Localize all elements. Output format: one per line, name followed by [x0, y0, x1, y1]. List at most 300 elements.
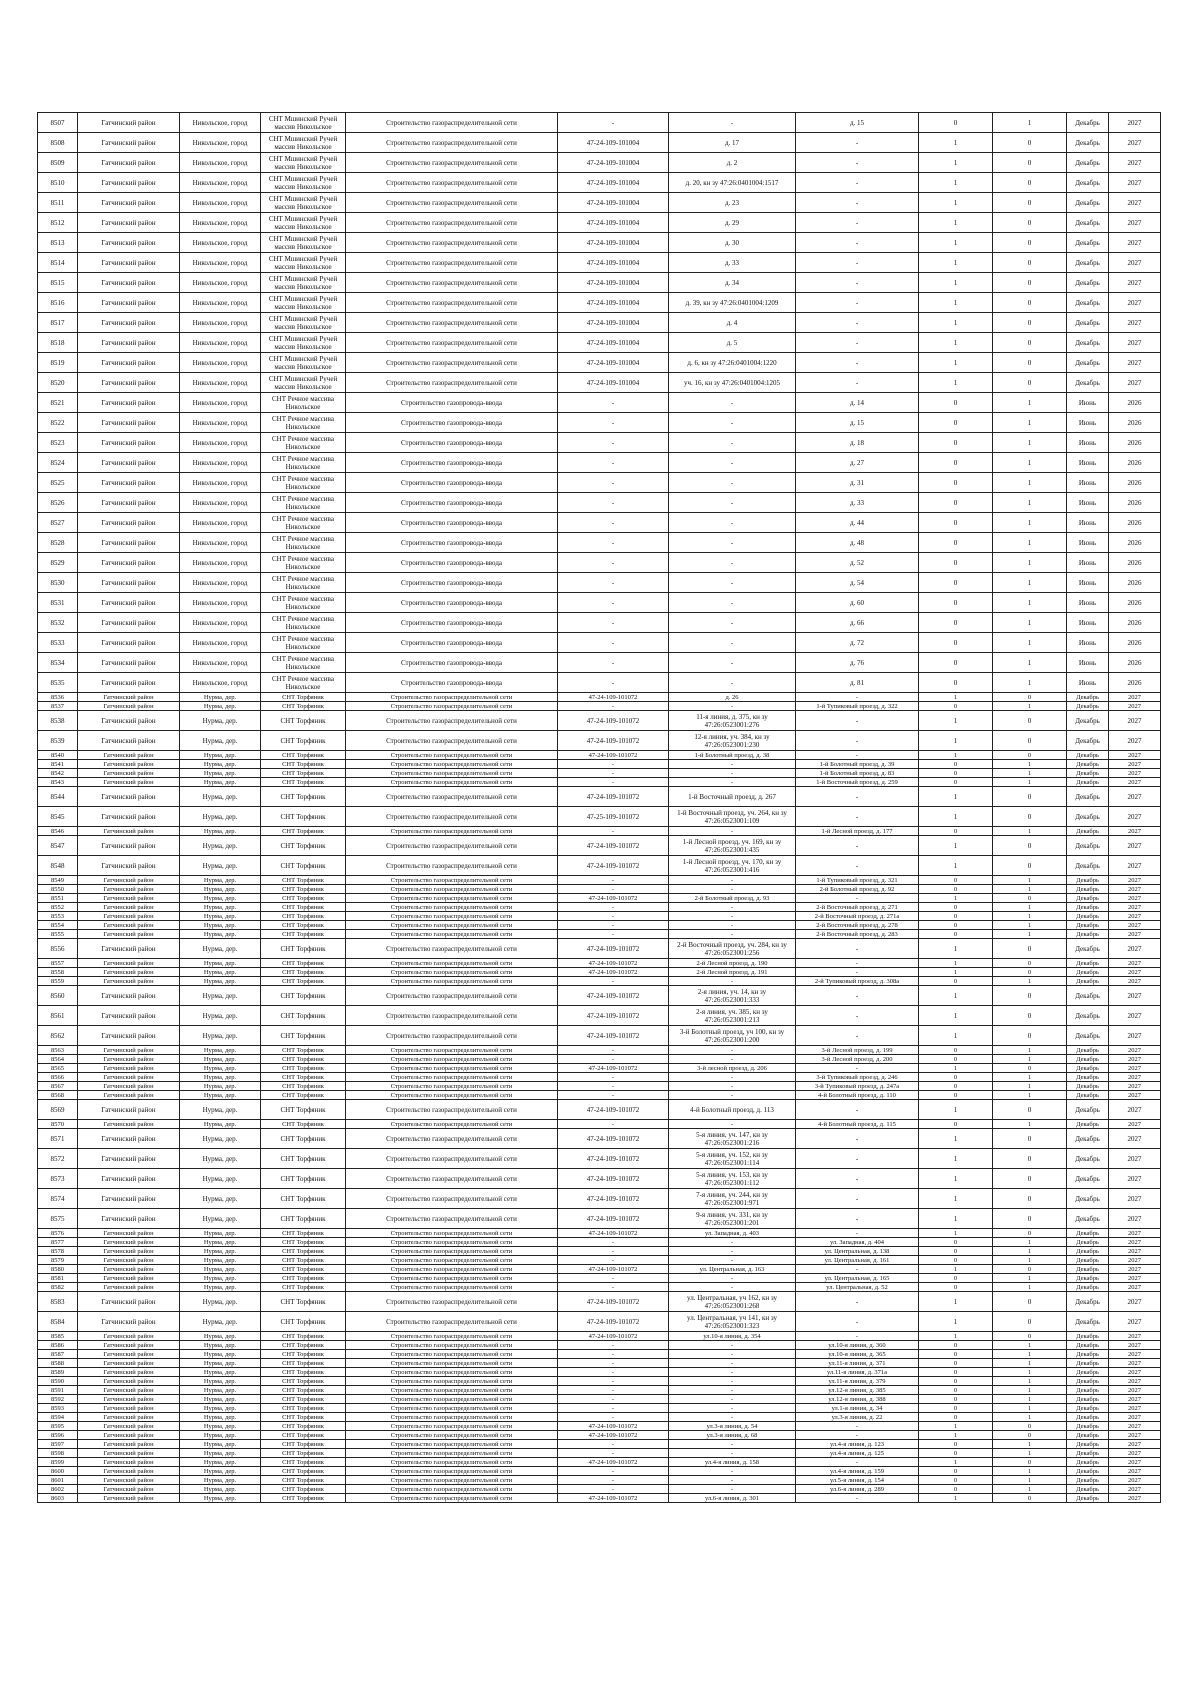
- settlement-cell: Нурма, дер.: [180, 1359, 261, 1368]
- work-type-cell: Строительство газораспределительной сети: [346, 1189, 558, 1209]
- count-b-cell: 1: [993, 633, 1067, 653]
- work-type-cell: Строительство газораспределительной сети: [346, 1129, 558, 1149]
- address-planned-cell: 1-й Тупиковый проезд, д. 322: [796, 702, 919, 711]
- address-connected-cell: 12-я линия, уч. 384, кн зу 47:26:0523001:230: [669, 731, 796, 751]
- settlement-cell: Нурма, дер.: [180, 1265, 261, 1274]
- month-cell: Декабрь: [1067, 1332, 1109, 1341]
- count-a-cell: 1: [919, 1332, 993, 1341]
- month-cell: Декабрь: [1067, 133, 1109, 153]
- year-cell: 2027: [1109, 1129, 1161, 1149]
- settlement-cell: Нурма, дер.: [180, 1189, 261, 1209]
- month-cell: Декабрь: [1067, 173, 1109, 193]
- month-cell: Декабрь: [1067, 836, 1109, 856]
- district-cell: Гатчинский район: [78, 787, 180, 807]
- settlement-cell: Никольское, город: [180, 553, 261, 573]
- address-planned-cell: ул.12-я линия, д. 385: [796, 1386, 919, 1395]
- address-connected-cell: -: [669, 921, 796, 930]
- table-row: [38, 1350, 1161, 1359]
- work-type-cell: Строительство газораспределительной сети: [346, 1449, 558, 1458]
- district-cell: Гатчинский район: [78, 313, 180, 333]
- year-cell: 2027: [1109, 968, 1161, 977]
- address-connected-cell: д. 33: [669, 253, 796, 273]
- table-row: [38, 393, 1161, 413]
- month-cell: Декабрь: [1067, 921, 1109, 930]
- address-connected-cell: 1-й Болотный проезд, д. 38: [669, 751, 796, 760]
- address-connected-cell: -: [669, 1467, 796, 1476]
- month-cell: Декабрь: [1067, 711, 1109, 731]
- work-type-cell: Строительство газораспределительной сети: [346, 233, 558, 253]
- snt-cell: СНТ Торфяник: [261, 827, 346, 836]
- row-number-cell: 8529: [38, 553, 78, 573]
- count-a-cell: 0: [919, 493, 993, 513]
- table-row: [38, 1006, 1161, 1026]
- year-cell: 2027: [1109, 1332, 1161, 1341]
- row-number-cell: 8522: [38, 413, 78, 433]
- district-cell: Гатчинский район: [78, 977, 180, 986]
- table-row: [38, 1238, 1161, 1247]
- year-cell: 2027: [1109, 1229, 1161, 1238]
- district-cell: Гатчинский район: [78, 807, 180, 827]
- row-number-cell: 8597: [38, 1440, 78, 1449]
- year-cell: 2027: [1109, 977, 1161, 986]
- year-cell: 2027: [1109, 1292, 1161, 1312]
- settlement-cell: Нурма, дер.: [180, 1449, 261, 1458]
- address-planned-cell: 4-й Болотный проезд, д. 110: [796, 1091, 919, 1100]
- address-planned-cell: д. 14: [796, 393, 919, 413]
- row-number-cell: 8586: [38, 1341, 78, 1350]
- month-cell: Декабрь: [1067, 939, 1109, 959]
- code-cell: -: [558, 653, 669, 673]
- snt-cell: СНТ Торфяник: [261, 894, 346, 903]
- code-cell: -: [558, 113, 669, 133]
- row-number-cell: 8582: [38, 1283, 78, 1292]
- work-type-cell: Строительство газораспределительной сети: [346, 1476, 558, 1485]
- year-cell: 2027: [1109, 731, 1161, 751]
- address-connected-cell: д. 5: [669, 333, 796, 353]
- table-row: [38, 1169, 1161, 1189]
- table-row: [38, 769, 1161, 778]
- address-planned-cell: ул.11-я линия, д. 371: [796, 1359, 919, 1368]
- work-type-cell: Строительство газораспределительной сети: [346, 1064, 558, 1073]
- row-number-cell: 8539: [38, 731, 78, 751]
- snt-cell: СНТ Торфяник: [261, 1431, 346, 1440]
- count-b-cell: 0: [993, 1189, 1067, 1209]
- address-connected-cell: -: [669, 493, 796, 513]
- work-type-cell: Строительство газораспределительной сети: [346, 787, 558, 807]
- address-connected-cell: ул.6-я линия, д. 301: [669, 1494, 796, 1503]
- month-cell: Декабрь: [1067, 233, 1109, 253]
- month-cell: Июнь: [1067, 553, 1109, 573]
- settlement-cell: Никольское, город: [180, 133, 261, 153]
- count-a-cell: 1: [919, 173, 993, 193]
- year-cell: 2027: [1109, 787, 1161, 807]
- month-cell: Декабрь: [1067, 1091, 1109, 1100]
- district-cell: Гатчинский район: [78, 1431, 180, 1440]
- code-cell: 47-24-109-101072: [558, 1431, 669, 1440]
- year-cell: 2026: [1109, 653, 1161, 673]
- snt-cell: СНТ Торфяник: [261, 1149, 346, 1169]
- count-a-cell: 1: [919, 253, 993, 273]
- code-cell: -: [558, 1046, 669, 1055]
- count-b-cell: 1: [993, 702, 1067, 711]
- code-cell: 47-24-109-101072: [558, 1189, 669, 1209]
- snt-cell: СНТ Торфяник: [261, 693, 346, 702]
- settlement-cell: Нурма, дер.: [180, 1332, 261, 1341]
- snt-cell: СНТ Торфяник: [261, 1026, 346, 1046]
- year-cell: 2027: [1109, 1359, 1161, 1368]
- table-row: [38, 1274, 1161, 1283]
- settlement-cell: Нурма, дер.: [180, 1292, 261, 1312]
- year-cell: 2027: [1109, 1256, 1161, 1265]
- work-type-cell: Строительство газораспределительной сети: [346, 702, 558, 711]
- snt-cell: СНТ Торфяник: [261, 807, 346, 827]
- year-cell: 2027: [1109, 233, 1161, 253]
- year-cell: 2027: [1109, 1395, 1161, 1404]
- row-number-cell: 8545: [38, 807, 78, 827]
- count-a-cell: 1: [919, 1494, 993, 1503]
- address-connected-cell: -: [669, 1485, 796, 1494]
- row-number-cell: 8531: [38, 593, 78, 613]
- district-cell: Гатчинский район: [78, 1312, 180, 1332]
- district-cell: Гатчинский район: [78, 912, 180, 921]
- count-b-cell: 0: [993, 1064, 1067, 1073]
- snt-cell: СНТ Торфяник: [261, 1238, 346, 1247]
- address-connected-cell: -: [669, 1377, 796, 1386]
- address-planned-cell: -: [796, 1209, 919, 1229]
- code-cell: -: [558, 1485, 669, 1494]
- count-b-cell: 0: [993, 1006, 1067, 1026]
- snt-cell: СНТ Торфяник: [261, 1247, 346, 1256]
- year-cell: 2026: [1109, 393, 1161, 413]
- year-cell: 2027: [1109, 959, 1161, 968]
- code-cell: -: [558, 593, 669, 613]
- address-planned-cell: 1-й Восточный проезд, д. 259: [796, 778, 919, 787]
- snt-cell: СНТ Мшинский Ручей массив Никольское: [261, 273, 346, 293]
- address-connected-cell: -: [669, 1404, 796, 1413]
- count-a-cell: 0: [919, 1120, 993, 1129]
- work-type-cell: Строительство газораспределительной сети: [346, 959, 558, 968]
- count-b-cell: 1: [993, 1283, 1067, 1292]
- count-b-cell: 1: [993, 1350, 1067, 1359]
- month-cell: Декабрь: [1067, 986, 1109, 1006]
- row-number-cell: 8580: [38, 1265, 78, 1274]
- settlement-cell: Нурма, дер.: [180, 1467, 261, 1476]
- address-connected-cell: д. 23: [669, 193, 796, 213]
- address-connected-cell: -: [669, 1091, 796, 1100]
- count-a-cell: 1: [919, 1026, 993, 1046]
- year-cell: 2027: [1109, 912, 1161, 921]
- address-planned-cell: -: [796, 193, 919, 213]
- month-cell: Декабрь: [1067, 1350, 1109, 1359]
- month-cell: Июнь: [1067, 453, 1109, 473]
- work-type-cell: Строительство газораспределительной сети: [346, 939, 558, 959]
- snt-cell: СНТ Торфяник: [261, 836, 346, 856]
- district-cell: Гатчинский район: [78, 673, 180, 693]
- count-b-cell: 1: [993, 433, 1067, 453]
- count-b-cell: 1: [993, 573, 1067, 593]
- year-cell: 2027: [1109, 313, 1161, 333]
- address-connected-cell: д. 29: [669, 213, 796, 233]
- district-cell: Гатчинский район: [78, 1440, 180, 1449]
- work-type-cell: Строительство газопровода-ввода: [346, 613, 558, 633]
- year-cell: 2027: [1109, 1350, 1161, 1359]
- address-planned-cell: 4-й Болотный проезд, д. 115: [796, 1120, 919, 1129]
- code-cell: -: [558, 977, 669, 986]
- work-type-cell: Строительство газораспределительной сети: [346, 977, 558, 986]
- year-cell: 2026: [1109, 553, 1161, 573]
- work-type-cell: Строительство газораспределительной сети: [346, 1431, 558, 1440]
- settlement-cell: Нурма, дер.: [180, 731, 261, 751]
- settlement-cell: Никольское, город: [180, 453, 261, 473]
- count-b-cell: 0: [993, 213, 1067, 233]
- table-row: [38, 1458, 1161, 1467]
- settlement-cell: Нурма, дер.: [180, 921, 261, 930]
- code-cell: -: [558, 1274, 669, 1283]
- month-cell: Декабрь: [1067, 1129, 1109, 1149]
- district-cell: Гатчинский район: [78, 433, 180, 453]
- table-row: [38, 453, 1161, 473]
- year-cell: 2027: [1109, 213, 1161, 233]
- work-type-cell: Строительство газопровода-ввода: [346, 553, 558, 573]
- month-cell: Декабрь: [1067, 1120, 1109, 1129]
- row-number-cell: 8575: [38, 1209, 78, 1229]
- address-planned-cell: -: [796, 333, 919, 353]
- year-cell: 2027: [1109, 1467, 1161, 1476]
- address-connected-cell: ул.10-я линия, д. 354: [669, 1332, 796, 1341]
- settlement-cell: Нурма, дер.: [180, 1476, 261, 1485]
- code-cell: -: [558, 433, 669, 453]
- work-type-cell: Строительство газопровода-ввода: [346, 533, 558, 553]
- table-row: [38, 778, 1161, 787]
- code-cell: -: [558, 473, 669, 493]
- settlement-cell: Нурма, дер.: [180, 939, 261, 959]
- row-number-cell: 8549: [38, 876, 78, 885]
- row-number-cell: 8570: [38, 1120, 78, 1129]
- address-connected-cell: -: [669, 413, 796, 433]
- code-cell: 47-24-109-101072: [558, 1169, 669, 1189]
- work-type-cell: Строительство газораспределительной сети: [346, 711, 558, 731]
- table-row: [38, 1404, 1161, 1413]
- settlement-cell: Никольское, город: [180, 433, 261, 453]
- code-cell: 47-24-109-101004: [558, 213, 669, 233]
- year-cell: 2027: [1109, 1149, 1161, 1169]
- count-a-cell: 0: [919, 1091, 993, 1100]
- count-a-cell: 0: [919, 653, 993, 673]
- district-cell: Гатчинский район: [78, 1091, 180, 1100]
- table-row: [38, 702, 1161, 711]
- row-number-cell: 8600: [38, 1467, 78, 1476]
- address-connected-cell: -: [669, 1256, 796, 1265]
- address-connected-cell: 3-й лесной проезд, д. 206: [669, 1064, 796, 1073]
- settlement-cell: Нурма, дер.: [180, 959, 261, 968]
- count-a-cell: 1: [919, 986, 993, 1006]
- settlement-cell: Нурма, дер.: [180, 1064, 261, 1073]
- work-type-cell: Строительство газораспределительной сети: [346, 1238, 558, 1247]
- address-planned-cell: ул.3-я линия, д. 22: [796, 1413, 919, 1422]
- district-cell: Гатчинский район: [78, 1341, 180, 1350]
- count-a-cell: 0: [919, 1359, 993, 1368]
- month-cell: Декабрь: [1067, 1169, 1109, 1189]
- count-a-cell: 1: [919, 333, 993, 353]
- snt-cell: СНТ Торфяник: [261, 1283, 346, 1292]
- snt-cell: СНТ Торфяник: [261, 930, 346, 939]
- snt-cell: СНТ Торфяник: [261, 968, 346, 977]
- table-row: [38, 807, 1161, 827]
- address-planned-cell: д. 27: [796, 453, 919, 473]
- count-b-cell: 1: [993, 1274, 1067, 1283]
- snt-cell: СНТ Мшинский Ручей массив Никольское: [261, 133, 346, 153]
- year-cell: 2027: [1109, 1422, 1161, 1431]
- month-cell: Декабрь: [1067, 1312, 1109, 1332]
- district-cell: Гатчинский район: [78, 1350, 180, 1359]
- count-a-cell: 1: [919, 153, 993, 173]
- row-number-cell: 8588: [38, 1359, 78, 1368]
- table-row: [38, 876, 1161, 885]
- snt-cell: СНТ Торфяник: [261, 769, 346, 778]
- settlement-cell: Никольское, город: [180, 393, 261, 413]
- district-cell: Гатчинский район: [78, 959, 180, 968]
- year-cell: 2027: [1109, 253, 1161, 273]
- table-row: [38, 593, 1161, 613]
- month-cell: Декабрь: [1067, 876, 1109, 885]
- address-connected-cell: 5-я линия, уч. 153, кн зу 47:26:0523001:112: [669, 1169, 796, 1189]
- year-cell: 2027: [1109, 939, 1161, 959]
- work-type-cell: Строительство газораспределительной сети: [346, 1494, 558, 1503]
- address-connected-cell: -: [669, 113, 796, 133]
- work-type-cell: Строительство газораспределительной сети: [346, 273, 558, 293]
- snt-cell: СНТ Торфяник: [261, 1129, 346, 1149]
- code-cell: 47-24-109-101004: [558, 253, 669, 273]
- table-row: [38, 959, 1161, 968]
- work-type-cell: Строительство газопровода-ввода: [346, 513, 558, 533]
- count-a-cell: 1: [919, 293, 993, 313]
- table-row: [38, 373, 1161, 393]
- address-planned-cell: -: [796, 1149, 919, 1169]
- table-row: [38, 856, 1161, 876]
- settlement-cell: Нурма, дер.: [180, 856, 261, 876]
- month-cell: Декабрь: [1067, 702, 1109, 711]
- snt-cell: СНТ Речное массива Никольское: [261, 573, 346, 593]
- snt-cell: СНТ Торфяник: [261, 1341, 346, 1350]
- count-b-cell: 0: [993, 273, 1067, 293]
- snt-cell: СНТ Мшинский Ручей массив Никольское: [261, 213, 346, 233]
- address-planned-cell: 2-й Восточный проезд, д. 271: [796, 903, 919, 912]
- work-type-cell: Строительство газораспределительной сети: [346, 153, 558, 173]
- district-cell: Гатчинский район: [78, 968, 180, 977]
- table-row: [38, 1265, 1161, 1274]
- table-row: [38, 921, 1161, 930]
- count-a-cell: 1: [919, 1422, 993, 1431]
- settlement-cell: Нурма, дер.: [180, 1209, 261, 1229]
- row-number-cell: 8528: [38, 533, 78, 553]
- table-row: [38, 293, 1161, 313]
- row-number-cell: 8593: [38, 1404, 78, 1413]
- month-cell: Декабрь: [1067, 213, 1109, 233]
- table-row: [38, 1292, 1161, 1312]
- district-cell: Гатчинский район: [78, 986, 180, 1006]
- address-connected-cell: ул. Западная, д. 403: [669, 1229, 796, 1238]
- address-connected-cell: д. 4: [669, 313, 796, 333]
- snt-cell: СНТ Торфяник: [261, 1449, 346, 1458]
- district-cell: Гатчинский район: [78, 778, 180, 787]
- work-type-cell: Строительство газопровода-ввода: [346, 393, 558, 413]
- row-number-cell: 8569: [38, 1100, 78, 1120]
- code-cell: -: [558, 1256, 669, 1265]
- table-row: [38, 912, 1161, 921]
- row-number-cell: 8532: [38, 613, 78, 633]
- snt-cell: СНТ Торфяник: [261, 1091, 346, 1100]
- table-row: [38, 930, 1161, 939]
- work-type-cell: Строительство газораспределительной сети: [346, 751, 558, 760]
- work-type-cell: Строительство газораспределительной сети: [346, 1422, 558, 1431]
- month-cell: Декабрь: [1067, 373, 1109, 393]
- address-planned-cell: ул.6-я линия, д. 289: [796, 1485, 919, 1494]
- snt-cell: СНТ Торфяник: [261, 1073, 346, 1082]
- code-cell: 47-24-109-101072: [558, 711, 669, 731]
- snt-cell: СНТ Речное массива Никольское: [261, 593, 346, 613]
- work-type-cell: Строительство газопровода-ввода: [346, 473, 558, 493]
- table-row: [38, 894, 1161, 903]
- code-cell: 47-24-109-101072: [558, 1209, 669, 1229]
- work-type-cell: Строительство газораспределительной сети: [346, 333, 558, 353]
- row-number-cell: 8596: [38, 1431, 78, 1440]
- count-a-cell: 1: [919, 894, 993, 903]
- snt-cell: СНТ Торфяник: [261, 1256, 346, 1265]
- count-b-cell: 1: [993, 1485, 1067, 1494]
- work-type-cell: Строительство газораспределительной сети: [346, 1209, 558, 1229]
- count-b-cell: 0: [993, 807, 1067, 827]
- month-cell: Декабрь: [1067, 894, 1109, 903]
- work-type-cell: Строительство газопровода-ввода: [346, 453, 558, 473]
- address-planned-cell: -: [796, 1026, 919, 1046]
- count-b-cell: 1: [993, 977, 1067, 986]
- month-cell: Июнь: [1067, 593, 1109, 613]
- count-b-cell: 0: [993, 313, 1067, 333]
- code-cell: -: [558, 778, 669, 787]
- year-cell: 2027: [1109, 693, 1161, 702]
- address-planned-cell: ул. Центральная, д. 52: [796, 1283, 919, 1292]
- settlement-cell: Никольское, город: [180, 613, 261, 633]
- address-planned-cell: 1-й Лесной проезд, д. 177: [796, 827, 919, 836]
- row-number-cell: 8509: [38, 153, 78, 173]
- year-cell: 2027: [1109, 1449, 1161, 1458]
- code-cell: 47-24-109-101072: [558, 856, 669, 876]
- address-planned-cell: д. 44: [796, 513, 919, 533]
- count-a-cell: 0: [919, 1386, 993, 1395]
- address-planned-cell: ул. Центральная, д. 165: [796, 1274, 919, 1283]
- table-row: [38, 693, 1161, 702]
- row-number-cell: 8553: [38, 912, 78, 921]
- address-connected-cell: 1-й Лесной проезд, уч. 169, кн зу 47:26:0523001:435: [669, 836, 796, 856]
- count-a-cell: 0: [919, 673, 993, 693]
- address-planned-cell: -: [796, 1129, 919, 1149]
- snt-cell: СНТ Торфяник: [261, 1350, 346, 1359]
- address-planned-cell: ул.5-я линия, д. 154: [796, 1476, 919, 1485]
- year-cell: 2027: [1109, 894, 1161, 903]
- count-a-cell: 0: [919, 1341, 993, 1350]
- address-connected-cell: д. 30: [669, 233, 796, 253]
- address-connected-cell: -: [669, 1440, 796, 1449]
- address-planned-cell: д. 76: [796, 653, 919, 673]
- code-cell: -: [558, 493, 669, 513]
- month-cell: Декабрь: [1067, 693, 1109, 702]
- count-b-cell: 1: [993, 1359, 1067, 1368]
- count-b-cell: 1: [993, 760, 1067, 769]
- address-connected-cell: -: [669, 1368, 796, 1377]
- year-cell: 2027: [1109, 827, 1161, 836]
- row-number-cell: 8541: [38, 760, 78, 769]
- snt-cell: СНТ Торфяник: [261, 856, 346, 876]
